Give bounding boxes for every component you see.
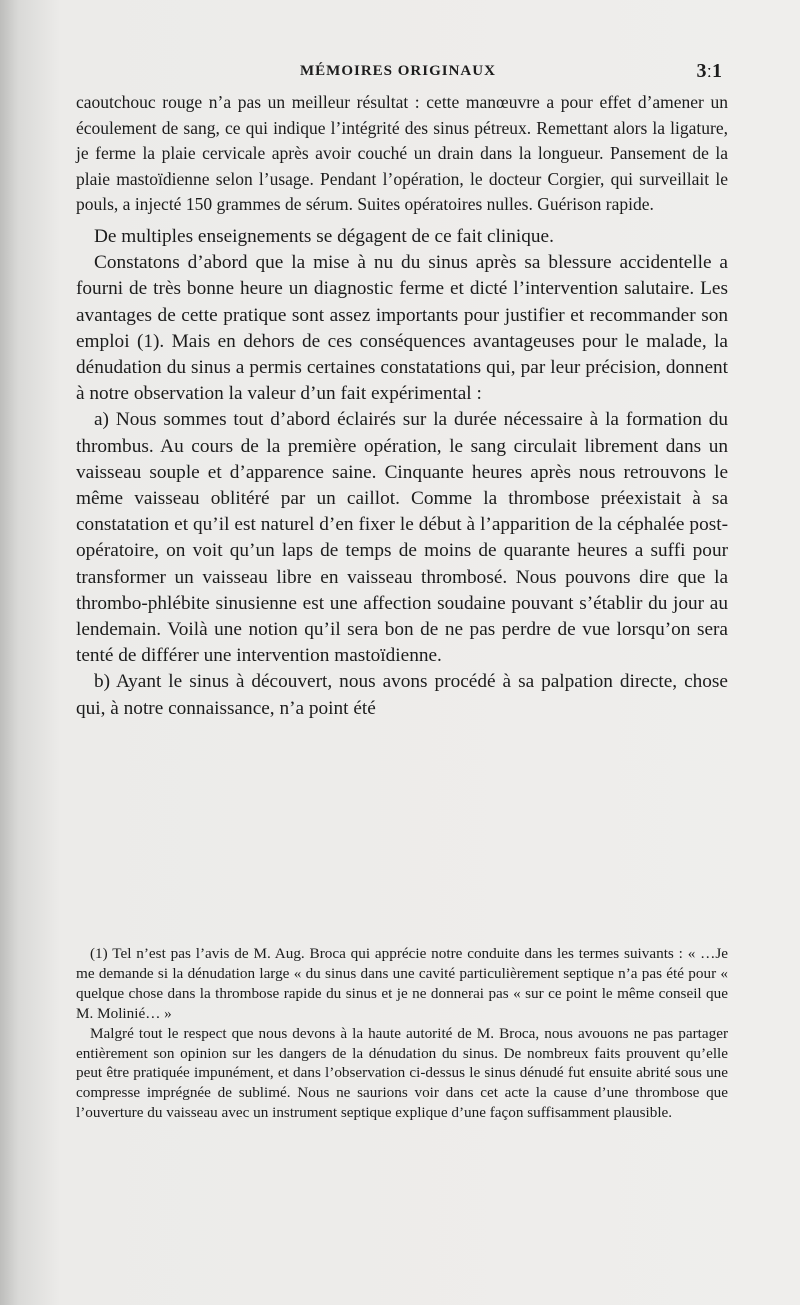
- footnote-1: (1) Tel n’est pas l’avis de M. Aug. Broca qui apprécie notre conduite dans les termes suivants : « …Je me demande si la dénudation large « du sinus dans une cavité particulièrement septique n’a pas été pour « quelque chose dans la thrombose rapide du sinus et je ne donnerai pas « sur ce point le même conseil que M. Molinié… »: [76, 945, 728, 1022]
- footnotes: [76, 944, 728, 1123]
- running-title: MÉMOIRES ORIGINAUX: [300, 63, 496, 79]
- page-header: [0, 60, 800, 90]
- main-text: [76, 90, 728, 722]
- footnote-1-continued: Malgré tout le respect que nous devons à la haute autorité de M. Broca, nous avouons ne pas partager entièrement son opinion sur les dangers de la dénudation du sinus. De nombreux faits prouvent qu’elle peut être pratiquée impunément, et dans l’observation ci-dessus le sinus dénudé fut ensuite abrité sous une compresse imprégnée de sublimé. Nous ne saurions voir dans cet acte la cause d’une thrombose que l’ouverture du vaisseau avec un instrument septique explique d’une façon suffisamment plausible.: [76, 1024, 728, 1122]
- paragraph-lessons-intro: De multiples enseignements se dégagent de ce fait clinique.: [94, 225, 554, 247]
- paragraph-point-a: a) Nous sommes tout d’abord éclairés sur la durée nécessaire à la formation du thrombus. Au cours de la première opération, le sang circulait librement dans un vaisseau souple et d’apparence saine. Cinquante heures après nous retrouvons le même vaisseau oblitéré par un caillot. Comme la thrombose préexistait à sa constatation et qu’il est naturel d’en fixer le début à l’apparition de la céphalée post-opératoire, on voit qu’un laps de temps de moins de quarante heures a suffi pour transformer un vaisseau libre en vaisseau thrombosé. Nous pouvons dire que la thrombo-phlébite sinusienne est une affection soudaine pouvant s’établir du jour au lendemain. Voilà une notion qu’il sera bon de ne pas perdre de vue lorsqu’on sera tenté de différer une intervention mastoïdienne.: [76, 409, 728, 667]
- paragraph-diagnosis: Constatons d’abord que la mise à nu du sinus après sa blessure accidentelle a fourni de très bonne heure un diagnostic ferme et dicté l’intervention salutaire. Les avantages de cette pratique sont assez importants pour justifier et recommander son emploi (1). Mais en dehors de ces conséquences avantageuses pour le malade, la dénudation du sinus a permis certaines constatations qui, par leur précision, donnent à notre observation la valeur d’un fait expérimental :: [76, 252, 728, 405]
- paragraph-point-b: b) Ayant le sinus à découvert, nous avons procédé à sa palpation directe, chose qui, à notre connaissance, n’a point été: [76, 671, 728, 719]
- paragraph-case-end: caoutchouc rouge n’a pas un meilleur résultat : cette manœuvre a pour effet d’amener un écoulement de sang, ce qui indique l’intégrité des sinus pétreux. Remettant alors la ligature, je ferme la plaie cervicale après avoir couché un drain dans la longueur. Pansement de la plaie mastoïdienne selon l’usage. Pendant l’opération, le docteur Corgier, qui surveillait le pouls, a injecté 150 grammes de sérum. Suites opératoires nulles. Guérison rapide.: [76, 92, 728, 215]
- page-number: 3ː1: [696, 60, 722, 82]
